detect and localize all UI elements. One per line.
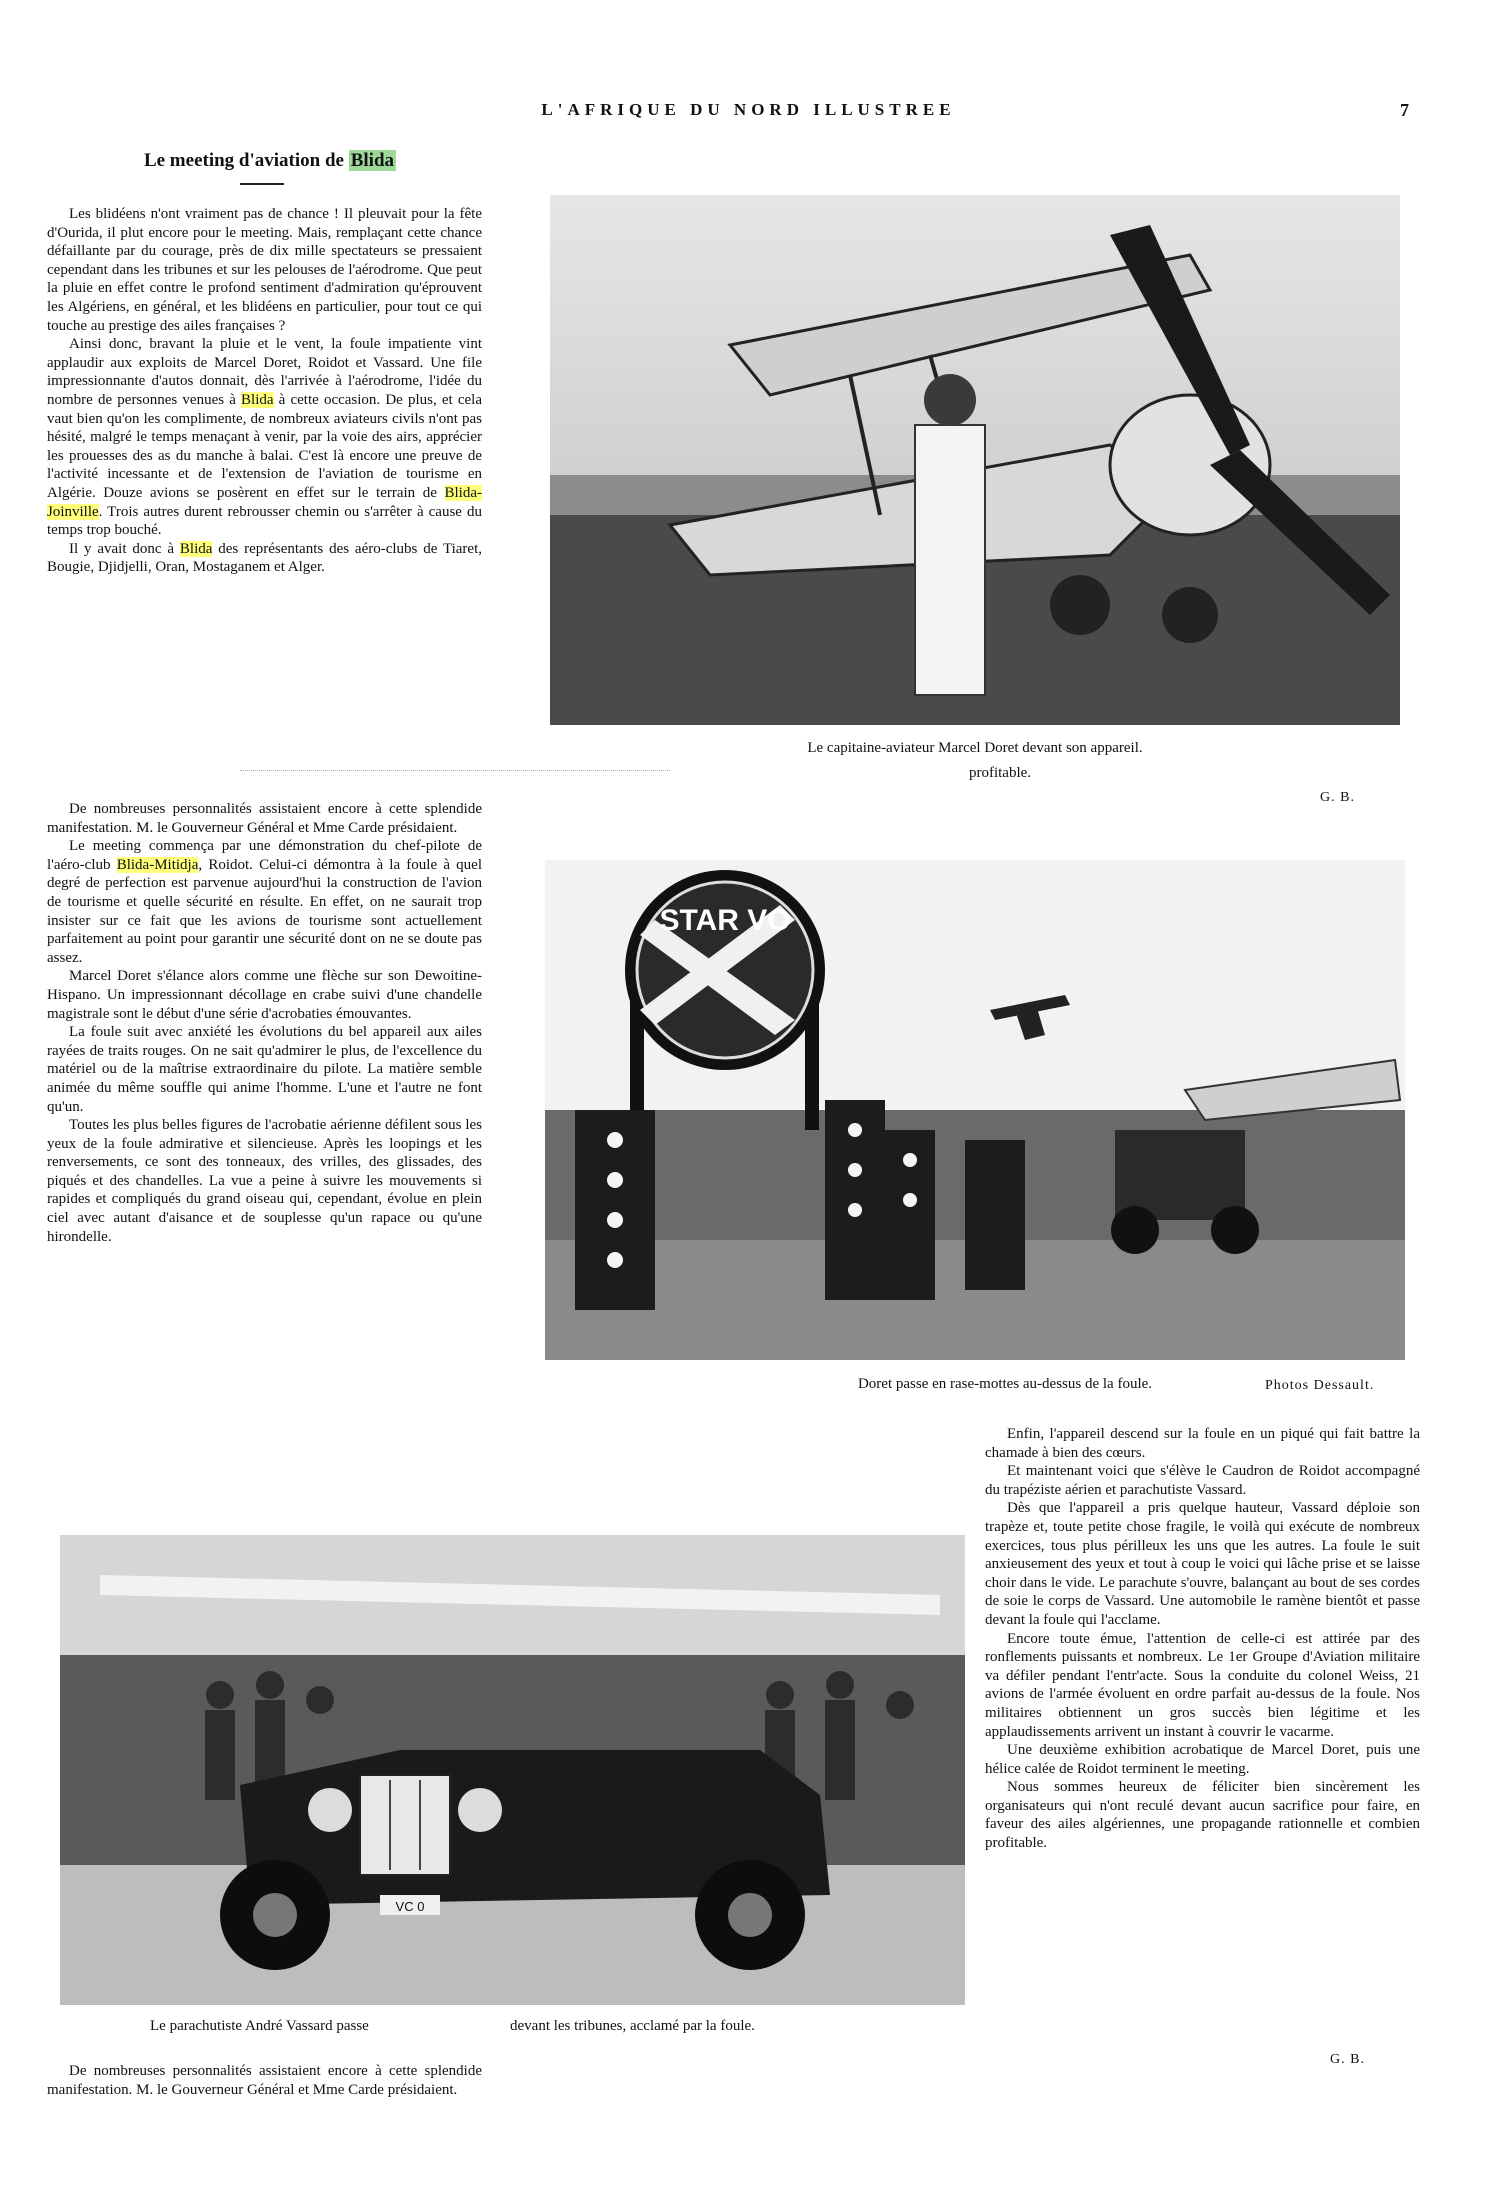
paragraph-text: Encore toute émue, l'attention de celle-ci est attirée par des ronflements puissants et nombreux. Le 1er Groupe d'Aviation militaire va défiler pendant l'entr'acte. Sous la conduite du colonel Weiss, 21 avions de l'armée évoluent en ordre parfait au-dessus de la foule. Nos militaires obtiennent un gros succès bien légitime et les applaudissements arrivent un instant à couvrir le vacarme. [985, 1630, 1420, 1740]
separator-rule [240, 770, 670, 771]
paragraph [47, 967, 482, 1023]
column-intro [47, 205, 482, 577]
paragraph [985, 1425, 1420, 1462]
paragraph-text: Les blidéens n'ont vraiment pas de chance ! Il pleuvait pour la fête d'Ourida, il plut encore pour le meeting. Mais, remplaçant cette chance défaillante par du courage, près de dix mille spectateurs se pressaient cependant dans les tribunes et sur les pelouses de l'aérodrome. Que peut la pluie en effet contre le profond sentiment d'admiration qu'éprouvent les Algériens, en général, et les blidéens en particulier, pour tout ce qui touche au prestige des ailes françaises ? [47, 206, 482, 334]
paragraph [47, 2062, 482, 2099]
paragraph [47, 540, 482, 577]
article-title [60, 150, 480, 172]
column-meeting [47, 800, 482, 1246]
highlighted-place-name: Blida [241, 391, 274, 408]
paragraph [47, 205, 482, 335]
paragraph [985, 1462, 1420, 1499]
title-prefix: Le meeting d'aviation de [143, 150, 349, 171]
paragraph-text: Ainsi donc, bravant la pluie et le vent, la foule impatiente vint applaudir aux exploits de Marcel Doret, Roidot et Vassard. Une file impressionnante d'autos donnait, dès l'arrivée à l'aérodrome, l'idée du nombre de personnes venues à [47, 336, 482, 408]
column-conclusion [985, 1425, 1420, 1853]
caption-photo-2: Doret passe en rase-mottes au-dessus de la foule. [857, 1376, 1153, 1392]
paragraph [47, 800, 482, 837]
paragraph-text: Et maintenant voici que s'élève le Caudron de Roidot accompagné du trapéziste aérien et parachutiste Vassard. [985, 1463, 1420, 1498]
photo-vassard-car [60, 1535, 965, 2005]
paragraph [47, 1116, 482, 1246]
paragraph-text: La foule suit avec anxiété les évolutions du bel appareil aux ailes rayées de traits rouges. On ne sait qu'admirer le plus, de l'excellence du matériel ou de la maîtrise extraordinaire du pilote. La matière semble animée du même souffle qui anime l'homme. L'une et l'autre ne font qu'un. [47, 1024, 482, 1115]
paragraph-text: De nombreuses personnalités assistaient encore à cette splendide manifestation. M. le Gouverneur Général et Mme Carde présidaient. [47, 2063, 482, 2098]
journal-header: L'AFRIQUE DU NORD ILLUSTREE [541, 100, 956, 119]
sign-text: STAR VO [659, 904, 791, 937]
page-number: 7 [1400, 100, 1409, 120]
paragraph-text: Dès que l'appareil a pris quelque hauteur, Vassard déploie son trapèze et, toute petite chose fragile, le voilà qui exécute de nombreux exercices, tous plus périlleux les uns que les autres. La foule le suit anxieusement des yeux et tout à coup le voici qui lâche prise et se laisse choir dans le vide. Le parachute s'ouvre, balançant au bout de ses cordes de soie le corps de Vassard. Une automobile le ramène bientôt et passe devant la foule qui l'acclame. [985, 1500, 1420, 1628]
paragraph-text: Il y avait donc à [69, 540, 180, 557]
caption-photo-1-extra: profitable. [968, 765, 1032, 781]
paragraph [985, 1630, 1420, 1742]
paragraph [985, 1778, 1420, 1852]
caption-photo-3-right: devant les tribunes, acclamé par la foule. [510, 2018, 755, 2034]
car-illustration [60, 1535, 965, 2005]
paragraph-text: Enfin, l'appareil descend sur la foule en un piqué qui fait battre la chamade à bien des cœurs. [985, 1426, 1420, 1461]
photo-credit: Photos Dessault. [1265, 1378, 1375, 1393]
paragraph-text: Toutes les plus belles figures de l'acrobatie aérienne défilent sous les yeux de la foule admirative et silencieuse. Après les loopings et les renversements, ce sont des tonneaux, des vrilles, des glissades, des piqués et des chandelles. La vue a peine à suivre les mouvements si rapides et compliqués du grand oiseau qui, cependant, évolue en plein ciel avec autant d'aisance et de souplesse qu'un rapace ou qu'une hirondelle. [47, 1117, 482, 1245]
title-highlight: Blida [350, 150, 395, 171]
paragraph-text: . Trois autres durent rebrousser chemin ou s'arrêter à cause du temps trop bouché. [47, 503, 482, 539]
title-rule [240, 183, 284, 185]
paragraph-text: Marcel Doret s'élance alors comme une flèche sur son Dewoitine-Hispano. Un impressionnant décollage en crabe suivi d'une chandelle magistrale sont le début d'une série d'acrobaties émouvantes. [47, 968, 482, 1022]
paragraph-text: Le meeting commença par une démonstration du chef-pilote de l'aéro-club [47, 838, 482, 873]
highlighted-place-name: Blida-Joinville [47, 484, 482, 520]
paragraph-text: , Roidot. Celui-ci démontra à la foule à quel degré de perfection est parvenue aujourd'hui la construction de l'avion de tourisme et quelle sécurité en résulte. En effet, on ne saurait trop insister sur ce fait que les avions de tourisme sont actuellement parfaitement au point pour garantir une sécurité dont on ne se doute pas assez. [47, 856, 482, 966]
paragraph-text: Une deuxième exhibition acrobatique de Marcel Doret, puis une hélice calée de Roidot terminent le meeting. [985, 1742, 1420, 1777]
paragraph [985, 1741, 1420, 1778]
highlighted-place-name: Blida-Mitidja [116, 856, 199, 873]
photo-doret-low-pass [545, 860, 1405, 1360]
paragraph-text: des représentants des aéro-clubs de Tiaret, Bougie, Djidjelli, Oran, Mostaganem et Alger. [47, 540, 482, 576]
signature-initials-2: G. B. [1330, 2052, 1365, 2067]
paragraph [985, 1499, 1420, 1629]
column-repeat [47, 2062, 482, 2099]
paragraph-text: à cette occasion. De plus, et cela vaut bien qu'on les complimente, de nombreux aviateurs civils n'ont pas hésité, malgré le temps menaçant à venir, par la voie des airs, apprécier les prouesses des as du manche à balai. C'est là encore une preuve de l'activité incessante et de l'extension de l'aviation de tourisme en Algérie. Douze avions se posèrent en effet sur le terrain de [47, 391, 482, 501]
caption-photo-3-left: Le parachutiste André Vassard passe [150, 2018, 369, 2034]
paragraph [47, 335, 482, 540]
paragraph [47, 837, 482, 967]
paragraph-text: Nous sommes heureux de féliciter bien sincèrement les organisateurs qui n'ont reculé devant aucun sacrifice pour faire, en faveur des ailes algériennes, une propagande rationnelle et combien profitable. [985, 1779, 1420, 1852]
paragraph-text: De nombreuses personnalités assistaient encore à cette splendide manifestation. M. le Gouverneur Général et Mme Carde présidaient. [47, 801, 482, 836]
crowd-illustration [545, 860, 1405, 1360]
caption-photo-1: Le capitaine-aviateur Marcel Doret devant son appareil. [807, 740, 1143, 756]
highlighted-place-name: Blida [179, 540, 213, 557]
paragraph [47, 1023, 482, 1116]
license-plate: VC 0 [395, 1899, 425, 1914]
photo-doret-airplane [550, 195, 1400, 725]
airplane-illustration [550, 195, 1400, 725]
signature-initials: G. B. [1320, 790, 1355, 805]
